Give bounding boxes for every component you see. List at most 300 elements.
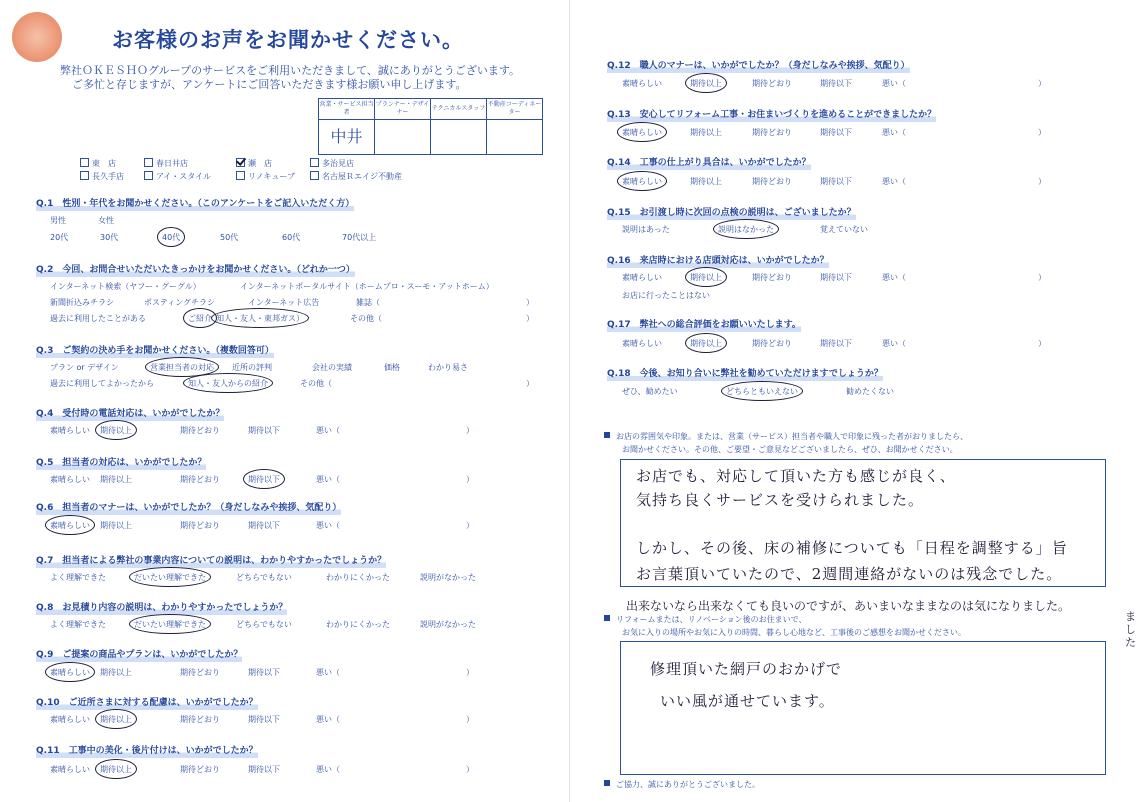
checkbox-icon[interactable] <box>236 171 245 180</box>
answer-option[interactable]: 期待どおり <box>180 475 220 484</box>
answer-option-wrap <box>300 378 332 389</box>
store-label: リノキューブ <box>248 172 295 181</box>
question-label: Q.13 安心してリフォーム工事・お住まいづくりを進めることができましたか？ <box>607 107 936 122</box>
answer-option-wrap <box>882 78 906 89</box>
answer-option-wrap <box>622 127 662 138</box>
selection-circle-mark <box>45 515 95 535</box>
answer-option[interactable]: 期待以上 <box>690 79 722 88</box>
answer-option[interactable]: 期待以下 <box>248 765 280 774</box>
answer-option-wrap <box>718 224 774 235</box>
answer-option[interactable]: 悪い（ <box>316 521 340 530</box>
answer-option[interactable]: 期待以下 <box>248 668 280 677</box>
checkbox-icon[interactable] <box>310 171 319 180</box>
answer-option[interactable]: 価格 <box>384 363 400 372</box>
answer-option[interactable]: 悪い（ <box>316 765 340 774</box>
question-label: Q.1 性別・年代をお聞かせください。（このアンケートをご記入いただく方） <box>36 196 354 211</box>
answer-option[interactable]: 素晴らしい <box>622 273 662 282</box>
checkbox-icon[interactable] <box>80 158 89 167</box>
answer-option-wrap <box>50 520 90 531</box>
answer-option-wrap <box>50 313 146 324</box>
answer-option[interactable]: どちらでもない <box>236 620 292 629</box>
answer-option[interactable]: 過去に利用してよかったから <box>50 379 154 388</box>
answer-option[interactable]: 素晴らしい <box>622 128 662 137</box>
answer-option-wrap <box>622 386 678 397</box>
checkbox-icon[interactable] <box>80 171 89 180</box>
close-paren: ） <box>1038 273 1046 282</box>
answer-option-wrap <box>420 619 476 630</box>
answer-option[interactable]: 期待どおり <box>752 177 792 186</box>
staff-table <box>318 98 543 155</box>
section-b-text-1: リフォームまたは、リノベーション後のお住まいで、 <box>616 615 807 624</box>
answer-option[interactable]: 期待どおり <box>180 426 220 435</box>
answer-option[interactable]: どちらでもない <box>236 573 292 582</box>
answer-option-wrap <box>882 338 906 349</box>
answer-option-wrap <box>690 272 722 283</box>
square-bullet-icon <box>604 432 610 438</box>
selection-circle-mark <box>157 227 185 247</box>
answer-option[interactable]: わかり易さ <box>428 363 468 372</box>
answer-option[interactable]: 素晴らしい <box>622 177 662 186</box>
close-paren: ） <box>466 668 474 677</box>
answer-option-wrap <box>420 572 476 583</box>
answer-option-wrap <box>50 474 90 485</box>
checkbox-icon[interactable] <box>310 158 319 167</box>
answer-option-wrap <box>50 619 106 630</box>
answer-option-wrap <box>50 297 114 308</box>
comment-a-line: しかし、その後、床の補修についても「日程を調整する」旨 <box>636 539 1068 557</box>
page-title: お客様のお声をお聞かせください。 <box>112 28 464 52</box>
selection-circle-mark <box>243 469 285 489</box>
answer-option[interactable]: 60代 <box>282 233 301 242</box>
answer-option-wrap <box>622 78 662 89</box>
answer-option[interactable]: 70代以上 <box>342 233 377 242</box>
answer-option-wrap <box>180 714 220 725</box>
answer-option[interactable]: インターネット広告 <box>248 298 320 307</box>
answer-option-wrap <box>820 224 868 235</box>
answer-option[interactable]: 素晴らしい <box>622 339 662 348</box>
answer-option[interactable]: インターネットポータルサイト（ホームプロ・スーモ・アットホーム） <box>240 282 494 291</box>
answer-option-wrap <box>50 378 154 389</box>
answer-option[interactable]: 20代 <box>50 233 69 242</box>
answer-option[interactable]: 期待以上 <box>100 765 132 774</box>
staff-realestate-name[interactable] <box>487 120 543 155</box>
answer-option-wrap <box>248 714 280 725</box>
answer-option[interactable]: 期待以上 <box>100 475 132 484</box>
answer-option-wrap <box>50 714 90 725</box>
answer-option-wrap <box>188 313 212 324</box>
store-option[interactable] <box>236 170 295 183</box>
answer-option[interactable]: 期待以下 <box>820 273 852 282</box>
store-option[interactable] <box>144 157 188 170</box>
answer-option-wrap <box>134 619 206 630</box>
answer-option[interactable]: 近所の評判 <box>232 363 272 372</box>
answer-option[interactable]: 期待以上 <box>100 521 132 530</box>
checkbox-icon[interactable] <box>144 158 153 167</box>
answer-option[interactable]: 期待どおり <box>752 339 792 348</box>
checkbox-icon[interactable] <box>144 171 153 180</box>
comment-a-line: お言葉頂いていたので、2週間連絡がないのは残念でした。 <box>636 565 1063 583</box>
answer-option-wrap <box>134 572 206 583</box>
answer-option[interactable]: 期待どおり <box>752 128 792 137</box>
selection-circle-mark <box>95 420 137 440</box>
answer-option[interactable]: ご紹介 <box>188 314 212 323</box>
comment-a-line: 気持ち良くサービスを受けられました。 <box>636 491 925 509</box>
selection-circle-mark <box>617 122 667 142</box>
answer-option-wrap <box>144 297 215 308</box>
answer-option[interactable]: 期待以下 <box>248 426 280 435</box>
answer-option[interactable]: 期待どおり <box>180 668 220 677</box>
answer-option-wrap <box>342 232 376 243</box>
question-label: Q.17 弊社への総合評価をお願いいたします。 <box>607 317 801 332</box>
answer-option-wrap <box>820 127 852 138</box>
answer-option[interactable]: 説明がなかった <box>420 620 476 629</box>
answer-option-wrap <box>162 232 180 243</box>
answer-option[interactable]: 女性 <box>98 216 114 225</box>
answer-option-wrap <box>100 764 132 775</box>
comment-b-line: いい風が通せています。 <box>660 692 835 710</box>
answer-option-wrap <box>180 474 220 485</box>
selection-circle-mark <box>617 171 667 191</box>
answer-option-wrap <box>726 386 798 397</box>
close-paren: ） <box>526 298 534 307</box>
answer-option-wrap <box>622 224 670 235</box>
answer-option[interactable]: 素晴らしい <box>50 521 90 530</box>
answer-option-wrap <box>232 362 272 373</box>
close-paren: ） <box>526 314 534 323</box>
answer-option[interactable]: 悪い（ <box>882 273 906 282</box>
answer-option[interactable]: どちらともいえない <box>726 387 798 396</box>
answer-option-wrap <box>846 386 894 397</box>
answer-option-wrap <box>316 714 340 725</box>
answer-option[interactable]: よく理解できた <box>50 620 106 629</box>
answer-option-wrap <box>50 232 68 243</box>
selection-circle-mark <box>129 614 211 634</box>
answer-option-wrap <box>248 764 280 775</box>
answer-option[interactable]: ポスティングチラシ <box>144 298 216 307</box>
answer-option[interactable]: 期待以下 <box>820 128 852 137</box>
answer-option-wrap <box>820 338 852 349</box>
answer-option-wrap <box>150 362 214 373</box>
answer-option-wrap <box>622 176 662 187</box>
question-label: Q.18 今後、お知り合いに弊社を勧めていただけますでしょうか？ <box>607 366 883 381</box>
answer-option-wrap <box>180 667 220 678</box>
answer-option[interactable]: 素晴らしい <box>622 79 662 88</box>
answer-option[interactable]: 営業担当者の対応 <box>150 363 214 372</box>
answer-option[interactable]: 期待以下 <box>248 475 280 484</box>
answer-option[interactable]: だいたい理解できた <box>134 573 206 582</box>
close-paren: ） <box>466 765 474 774</box>
staff-technical-name[interactable] <box>431 120 487 155</box>
selection-circle-mark <box>685 267 727 287</box>
answer-option-wrap <box>690 338 722 349</box>
answer-option[interactable]: 覚えていない <box>820 225 868 234</box>
answer-option-wrap <box>316 474 340 485</box>
question-label: Q.14 工事の仕上がり具合は、いかがでしたか？ <box>607 155 811 170</box>
answer-option[interactable]: インターネット検索（ヤフー・グーグル） <box>50 282 201 291</box>
answer-option-wrap <box>690 78 722 89</box>
store-label: 多治見店 <box>322 159 354 168</box>
checkbox-icon[interactable] <box>236 158 245 167</box>
answer-option-wrap <box>690 176 722 187</box>
question-label: Q.6 担当者のマナーは、いかがでしたか？（身だしなみや挨拶、気配り） <box>36 500 341 515</box>
question-label: Q.7 担当者による弊社の事業内容についての説明は、わかりやすかったでしょうか？ <box>36 553 386 568</box>
answer-option-wrap <box>248 474 280 485</box>
answer-option[interactable]: 30代 <box>100 233 119 242</box>
answer-option-wrap <box>216 313 304 324</box>
square-bullet-icon <box>604 615 610 621</box>
answer-option-wrap <box>188 378 268 389</box>
selection-circle-mark <box>95 759 137 779</box>
answer-option-wrap <box>50 425 90 436</box>
answer-option[interactable]: 期待以上 <box>690 128 722 137</box>
close-paren: ） <box>466 475 474 484</box>
answer-option-wrap <box>752 272 792 283</box>
comment-b-line: 修理頂いた網戸のおかげで <box>650 660 843 678</box>
answer-option-wrap <box>326 572 390 583</box>
question-label: Q.8 お見積り内容の説明は、わかりやすかったでしょうか？ <box>36 600 287 615</box>
answer-option-wrap <box>50 215 66 226</box>
close-paren: ） <box>466 426 474 435</box>
answer-option[interactable]: 悪い（ <box>882 128 906 137</box>
section-a-text-1: お店の雰囲気や印象。または、営業（サービス）担当者や職人で印象に残った者がおりましたら、 <box>616 432 968 441</box>
answer-option[interactable]: 期待以下 <box>248 521 280 530</box>
answer-option[interactable]: お店に行ったことはない <box>622 291 710 300</box>
answer-option-wrap <box>326 619 390 630</box>
close-paren: ） <box>466 715 474 724</box>
answer-option-wrap <box>622 290 710 301</box>
answer-option-wrap <box>100 520 132 531</box>
store-label: 瀬 店 <box>248 159 272 168</box>
answer-option-wrap <box>752 78 792 89</box>
close-paren: ） <box>1038 339 1046 348</box>
answer-option[interactable]: 知人・友人・東邦ガス） <box>216 314 304 323</box>
answer-option[interactable]: 悪い（ <box>316 475 340 484</box>
answer-option[interactable]: 素晴らしい <box>50 475 90 484</box>
answer-option[interactable]: 期待どおり <box>752 273 792 282</box>
answer-option-wrap <box>820 176 852 187</box>
answer-option-wrap <box>622 272 662 283</box>
store-label: 春日井店 <box>156 159 188 168</box>
answer-option-wrap <box>180 425 220 436</box>
store-option[interactable] <box>236 157 272 170</box>
answer-option-wrap <box>236 572 292 583</box>
answer-option-wrap <box>316 520 340 531</box>
close-paren: ） <box>466 521 474 530</box>
staff-sales-name[interactable]: 中井 <box>319 120 375 155</box>
answer-option[interactable]: 雑誌（ <box>356 298 380 307</box>
store-label: 長久手店 <box>92 172 124 181</box>
answer-option[interactable]: 40代 <box>162 233 181 242</box>
answer-option-wrap <box>180 520 220 531</box>
margin-note: ました <box>1125 610 1136 649</box>
answer-option-wrap <box>882 272 906 283</box>
answer-option-wrap <box>50 572 106 583</box>
question-label: Q.3 ご契約の決め手をお聞かせください。（複数回答可） <box>36 343 274 358</box>
answer-option[interactable]: 知人・友人からの紹介 <box>188 379 268 388</box>
question-label: Q.11 工事中の美化・後片付けは、いかがでしたか？ <box>36 743 258 758</box>
answer-option-wrap <box>882 176 906 187</box>
answer-option-wrap <box>248 667 280 678</box>
answer-option-wrap <box>820 78 852 89</box>
answer-option[interactable]: 説明はあった <box>622 225 670 234</box>
selection-circle-mark <box>211 308 309 328</box>
close-paren: ） <box>1038 128 1046 137</box>
selection-circle-mark <box>45 662 95 682</box>
answer-option[interactable]: 期待どおり <box>752 79 792 88</box>
answer-option[interactable]: 50代 <box>220 233 239 242</box>
answer-option-wrap <box>622 338 662 349</box>
answer-option-wrap <box>752 127 792 138</box>
footer-note <box>604 778 760 791</box>
answer-option[interactable]: 悪い（ <box>882 79 906 88</box>
answer-option[interactable]: 悪い（ <box>316 426 340 435</box>
store-label: 名古屋Ｒエイジ不動産 <box>322 172 402 181</box>
selection-circle-mark <box>685 73 727 93</box>
answer-option-wrap <box>384 362 400 373</box>
answer-option[interactable]: 悪い（ <box>882 339 906 348</box>
close-paren: ） <box>1038 177 1046 186</box>
store-option[interactable] <box>80 157 116 170</box>
answer-option[interactable]: 期待以下 <box>820 339 852 348</box>
staff-planner-name[interactable] <box>375 120 431 155</box>
store-option[interactable] <box>80 170 124 183</box>
intro-line-1: 弊社ＯＫＥＳＨＯグループのサービスをご利用いただきまして、誠にありがとうございます。 <box>60 64 521 77</box>
answer-option[interactable]: わかりにくかった <box>326 573 390 582</box>
answer-option[interactable]: 新聞折込みチラシ <box>50 298 114 307</box>
answer-option-wrap <box>248 297 319 308</box>
company-seal-stamp <box>12 12 62 62</box>
answer-option[interactable]: その他（ <box>350 314 382 323</box>
answer-option[interactable]: 素晴らしい <box>50 765 90 774</box>
answer-option-wrap <box>50 362 119 373</box>
answer-option[interactable]: 期待以上 <box>690 177 722 186</box>
answer-option-wrap <box>50 281 201 292</box>
answer-option[interactable]: 男性 <box>50 216 66 225</box>
answer-option[interactable]: 期待以上 <box>100 715 132 724</box>
close-paren: ） <box>1038 79 1046 88</box>
intro-line-2: ご多忙と存じますが、アンケートにご回答いただきます様お願い申し上げます。 <box>72 78 467 91</box>
answer-option[interactable]: その他（ <box>300 379 332 388</box>
section-a-prompt <box>604 430 968 443</box>
answer-option[interactable]: 期待以下 <box>248 715 280 724</box>
answer-option[interactable]: 期待以上 <box>100 426 132 435</box>
store-option[interactable] <box>310 157 354 170</box>
question-label: Q.12 職人のマナーは、いかがでしたか？（身だしなみや挨拶、気配り） <box>607 58 910 73</box>
answer-option[interactable]: 期待どおり <box>180 715 220 724</box>
answer-option-wrap <box>350 313 382 324</box>
selection-circle-mark <box>95 709 137 729</box>
answer-option[interactable]: よく理解できた <box>50 573 106 582</box>
answer-option[interactable]: 素晴らしい <box>50 668 90 677</box>
question-label: Q.15 お引渡し時に次回の点検の説明は、ございましたか？ <box>607 205 856 220</box>
page-divider <box>569 0 570 802</box>
section-b-prompt <box>604 613 806 626</box>
answer-option-wrap <box>100 425 132 436</box>
answer-option-wrap <box>180 764 220 775</box>
answer-option[interactable]: 悪い（ <box>882 177 906 186</box>
staff-header: テクニカルスタッフ <box>431 99 487 120</box>
answer-option[interactable]: 過去に利用したことがある <box>50 314 146 323</box>
answer-option-wrap <box>100 474 132 485</box>
answer-option-wrap <box>690 127 722 138</box>
answer-option[interactable]: 期待以上 <box>100 668 132 677</box>
answer-option-wrap <box>282 232 300 243</box>
answer-option-wrap <box>100 232 118 243</box>
answer-option-wrap <box>240 281 494 292</box>
selection-circle-mark <box>713 219 779 239</box>
answer-option-wrap <box>100 667 132 678</box>
answer-option-wrap <box>50 667 90 678</box>
answer-option-wrap <box>98 215 114 226</box>
answer-option[interactable]: 期待以下 <box>820 177 852 186</box>
answer-option[interactable]: 会社の実績 <box>312 363 352 372</box>
answer-option[interactable]: だいたい理解できた <box>134 620 206 629</box>
answer-option-wrap <box>752 338 792 349</box>
answer-option[interactable]: 勧めたくない <box>846 387 894 396</box>
answer-option-wrap <box>356 297 380 308</box>
close-paren: ） <box>526 379 534 388</box>
comment-a-line: 出来ないなら出来なくても良いのですが、あいまいなままなのは気になりました。 <box>626 599 1071 613</box>
selection-circle-mark <box>685 333 727 353</box>
answer-option[interactable]: 期待以上 <box>690 339 722 348</box>
selection-circle-mark <box>129 567 211 587</box>
answer-option-wrap <box>752 176 792 187</box>
store-label: 東 店 <box>92 159 116 168</box>
answer-option-wrap <box>50 764 90 775</box>
answer-option-wrap <box>248 520 280 531</box>
question-label: Q.10 ご近所さまに対する配慮は、いかがでしたか？ <box>36 695 258 710</box>
answer-option-wrap <box>312 362 352 373</box>
selection-circle-mark <box>721 381 803 401</box>
answer-option[interactable]: 悪い（ <box>316 715 340 724</box>
answer-option-wrap <box>220 232 238 243</box>
answer-option-wrap <box>248 425 280 436</box>
answer-option[interactable]: 期待どおり <box>180 521 220 530</box>
staff-header: 不動産コーディネーター <box>487 99 543 120</box>
answer-option[interactable]: 期待どおり <box>180 765 220 774</box>
answer-option-wrap <box>316 425 340 436</box>
answer-option[interactable]: 素晴らしい <box>50 715 90 724</box>
question-label: Q.2 今回、お問合せいただいたきっかけをお聞かせください。（どれか一つ） <box>36 262 355 277</box>
answer-option[interactable]: プラン or デザイン <box>50 363 119 372</box>
answer-option[interactable]: わかりにくかった <box>326 620 390 629</box>
answer-option-wrap <box>820 272 852 283</box>
answer-option[interactable]: 期待以上 <box>690 273 722 282</box>
answer-option[interactable]: 期待以下 <box>820 79 852 88</box>
answer-option-wrap <box>316 667 340 678</box>
comment-a-line: お店でも、対応して頂いた方も感じが良く、 <box>636 467 956 485</box>
store-label: アイ・スタイル <box>156 172 212 181</box>
answer-option[interactable]: ぜひ、勧めたい <box>622 387 678 396</box>
question-label: Q.4 受付時の電話対応は、いかがでしたか？ <box>36 406 224 421</box>
square-bullet-icon <box>604 780 610 786</box>
question-label: Q.16 来店時における店頭対応は、いかがでしたか？ <box>607 253 829 268</box>
question-label: Q.9 ご提案の商品やプランは、いかがでしたか？ <box>36 647 242 662</box>
answer-option[interactable]: 説明がなかった <box>420 573 476 582</box>
store-option[interactable] <box>310 170 402 183</box>
section-a-text-2: お聞かせください。その他、ご要望・ご意見などございましたら、ぜひ、お聞かせください。 <box>622 445 958 454</box>
answer-option[interactable]: 悪い（ <box>316 668 340 677</box>
answer-option-wrap <box>236 619 292 630</box>
store-option[interactable] <box>144 170 211 183</box>
footer-text: ご協力、誠にありがとうございました。 <box>616 780 760 789</box>
answer-option-wrap <box>100 714 132 725</box>
answer-option-wrap <box>428 362 468 373</box>
answer-option-wrap <box>316 764 340 775</box>
section-b-text-2: お気に入りの場所やお気に入りの時間、暮らし心地など、工事後のご感想をお聞かせください。 <box>622 628 966 637</box>
answer-option[interactable]: 説明はなかった <box>718 225 774 234</box>
answer-option[interactable]: 素晴らしい <box>50 426 90 435</box>
